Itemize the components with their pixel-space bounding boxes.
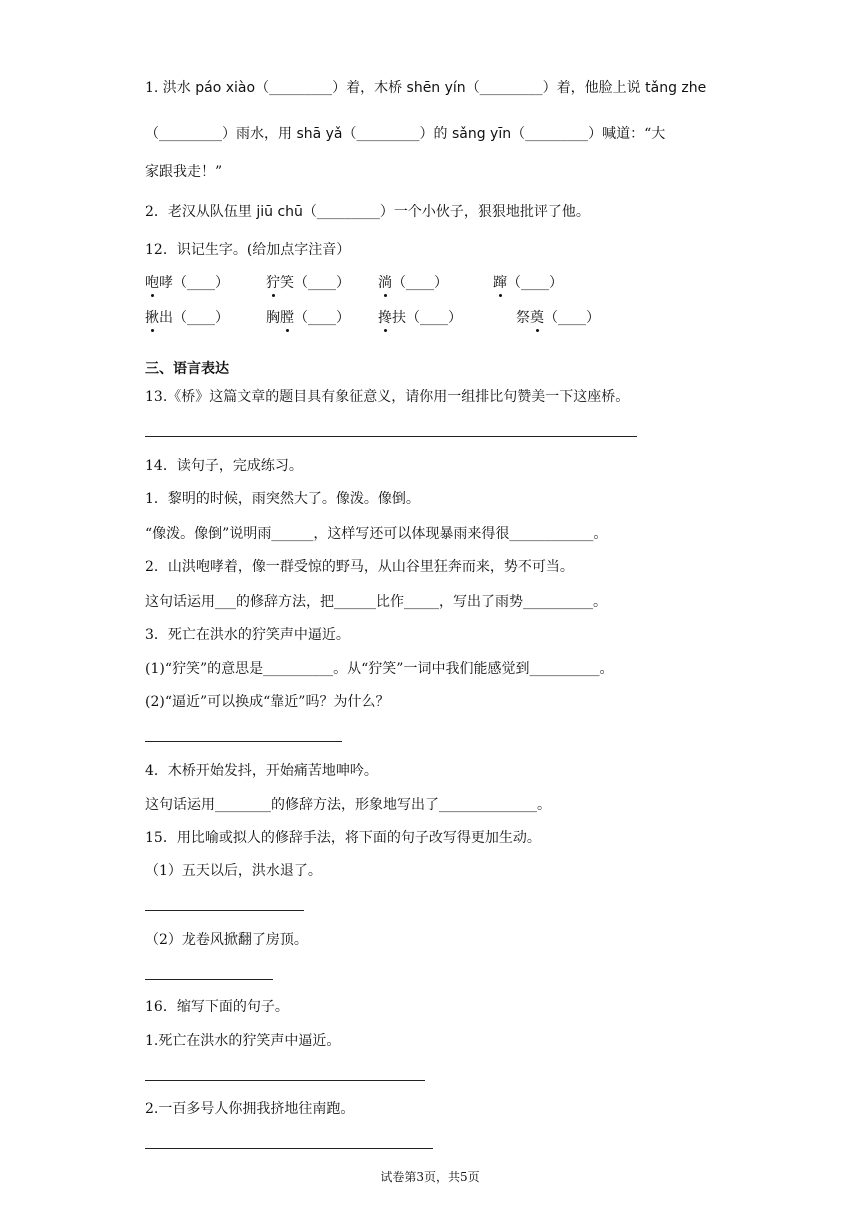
answer-blank[interactable]: （____） <box>173 310 229 326</box>
char-item <box>378 273 448 293</box>
char: 胸 <box>266 310 280 326</box>
answer-blank[interactable]: （____） <box>294 275 350 291</box>
q1-line-3: 家跟我走！” <box>145 164 223 180</box>
char: 出 <box>159 310 173 326</box>
answer-blank[interactable]: （_________） <box>302 204 394 220</box>
answer-blank[interactable]: （____） <box>544 310 600 326</box>
q1-line-2 <box>145 124 665 144</box>
char-item <box>378 308 462 328</box>
q15-title: 15．用比喻或拟人的修辞手法，将下面的句子改写得更加生动。 <box>145 830 541 846</box>
q2-line <box>145 202 590 222</box>
answer-line[interactable] <box>145 910 304 911</box>
q16-title: 16．缩写下面的句子。 <box>145 999 289 1015</box>
char-item <box>145 308 229 328</box>
pinyin: páo xiào <box>195 80 256 96</box>
char: 蹿 <box>493 275 507 291</box>
pinyin: shā yǎ <box>296 126 343 142</box>
answer-line[interactable] <box>145 741 342 742</box>
q16-1-text: 1.死亡在洪水的狞笑声中逼近。 <box>145 1033 341 1049</box>
pinyin: sǎng yīn <box>451 126 512 142</box>
answer-blank[interactable]: （_________） <box>255 80 347 96</box>
q14-2-answer: 这句话运用___的修辞方法，把______比作_____，写出了雨势__________。 <box>145 594 607 610</box>
text: 2．老汉从队伍里 <box>145 204 257 220</box>
char: 膛 <box>280 310 294 326</box>
answer-line[interactable] <box>145 436 637 437</box>
q14-3a-answer: (1)“狞笑”的意思是__________。从“狞笑”一词中我们能感觉到__________。 <box>145 661 614 677</box>
q13-text: 13.《桥》这篇文章的题目具有象征意义，请你用一组排比句赞美一下这座桥。 <box>145 389 630 405</box>
text: 的 <box>433 126 452 142</box>
page-footer: 试卷第3页，共5页 <box>380 1170 480 1184</box>
answer-line[interactable] <box>145 979 273 980</box>
char: 咆 <box>145 275 159 291</box>
char: 笑 <box>280 275 294 291</box>
q14-title: 14．读句子，完成练习。 <box>145 458 303 474</box>
pinyin: jiū chū <box>256 204 303 220</box>
answer-blank[interactable]: （____） <box>406 310 462 326</box>
char: 狞 <box>266 275 280 291</box>
answer-blank[interactable]: （____） <box>294 310 350 326</box>
char: 奠 <box>530 310 544 326</box>
char: 淌 <box>378 275 392 291</box>
text: 雨水，用 <box>236 126 297 142</box>
q14-1-answer: “像泼。像倒”说明雨______，这样写还可以体现暴雨来得很____________。 <box>145 526 608 542</box>
pinyin: shēn yín <box>406 80 466 96</box>
q14-2-text: 2．山洪咆哮着，像一群受惊的野马，从山谷里狂奔而来，势不可当。 <box>145 559 574 575</box>
answer-line[interactable] <box>145 1080 425 1081</box>
char: 哮 <box>159 275 173 291</box>
answer-blank[interactable]: （____） <box>392 275 448 291</box>
char-item <box>493 273 563 293</box>
text: 着，他脸上说 <box>556 80 646 96</box>
char: 扶 <box>392 310 406 326</box>
answer-blank[interactable]: （_________） <box>342 126 434 142</box>
char: 祭 <box>516 310 530 326</box>
text: 着，木桥 <box>346 80 407 96</box>
q14-1-text: 1．黎明的时候，雨突然大了。像泼。像倒。 <box>145 491 420 507</box>
q14-3-text: 3．死亡在洪水的狞笑声中逼近。 <box>145 627 350 643</box>
char-item <box>516 308 600 328</box>
q15-1-text: （1）五天以后，洪水退了。 <box>145 863 322 879</box>
char-item <box>266 273 350 293</box>
answer-blank[interactable]: （_________） <box>465 80 557 96</box>
char: 搀 <box>378 310 392 326</box>
answer-line[interactable] <box>145 1148 433 1149</box>
answer-blank[interactable]: （____） <box>507 275 563 291</box>
q15-2-text: （2）龙卷风掀翻了房顶。 <box>145 932 308 948</box>
q14-3b-text: (2)“逼近”可以换成“靠近”吗？为什么？ <box>145 694 390 710</box>
answer-blank[interactable]: （_________） <box>145 126 236 142</box>
q12-title: 12．识记生字。(给加点字注音） <box>145 242 351 258</box>
text: 喊道：“大 <box>602 126 666 142</box>
answer-blank[interactable]: （____） <box>173 275 229 291</box>
char: 揪 <box>145 310 159 326</box>
text: 一个小伙子，狠狠地批评了他。 <box>393 204 590 220</box>
section-heading: 三、语言表达 <box>145 361 229 377</box>
answer-blank[interactable]: （_________） <box>511 126 603 142</box>
pinyin: tǎng zhe <box>645 80 707 96</box>
char-item <box>266 308 350 328</box>
q1-line-1 <box>145 78 706 98</box>
char-item <box>145 273 229 293</box>
q14-4-text: 4．木桥开始发抖，开始痛苦地呻吟。 <box>145 763 378 779</box>
q16-2-text: 2.一百多号人你拥我挤地往南跑。 <box>145 1101 355 1117</box>
text: 1. 洪水 <box>145 80 196 96</box>
q14-4-answer: 这句话运用________的修辞方法，形象地写出了______________。 <box>145 797 551 813</box>
